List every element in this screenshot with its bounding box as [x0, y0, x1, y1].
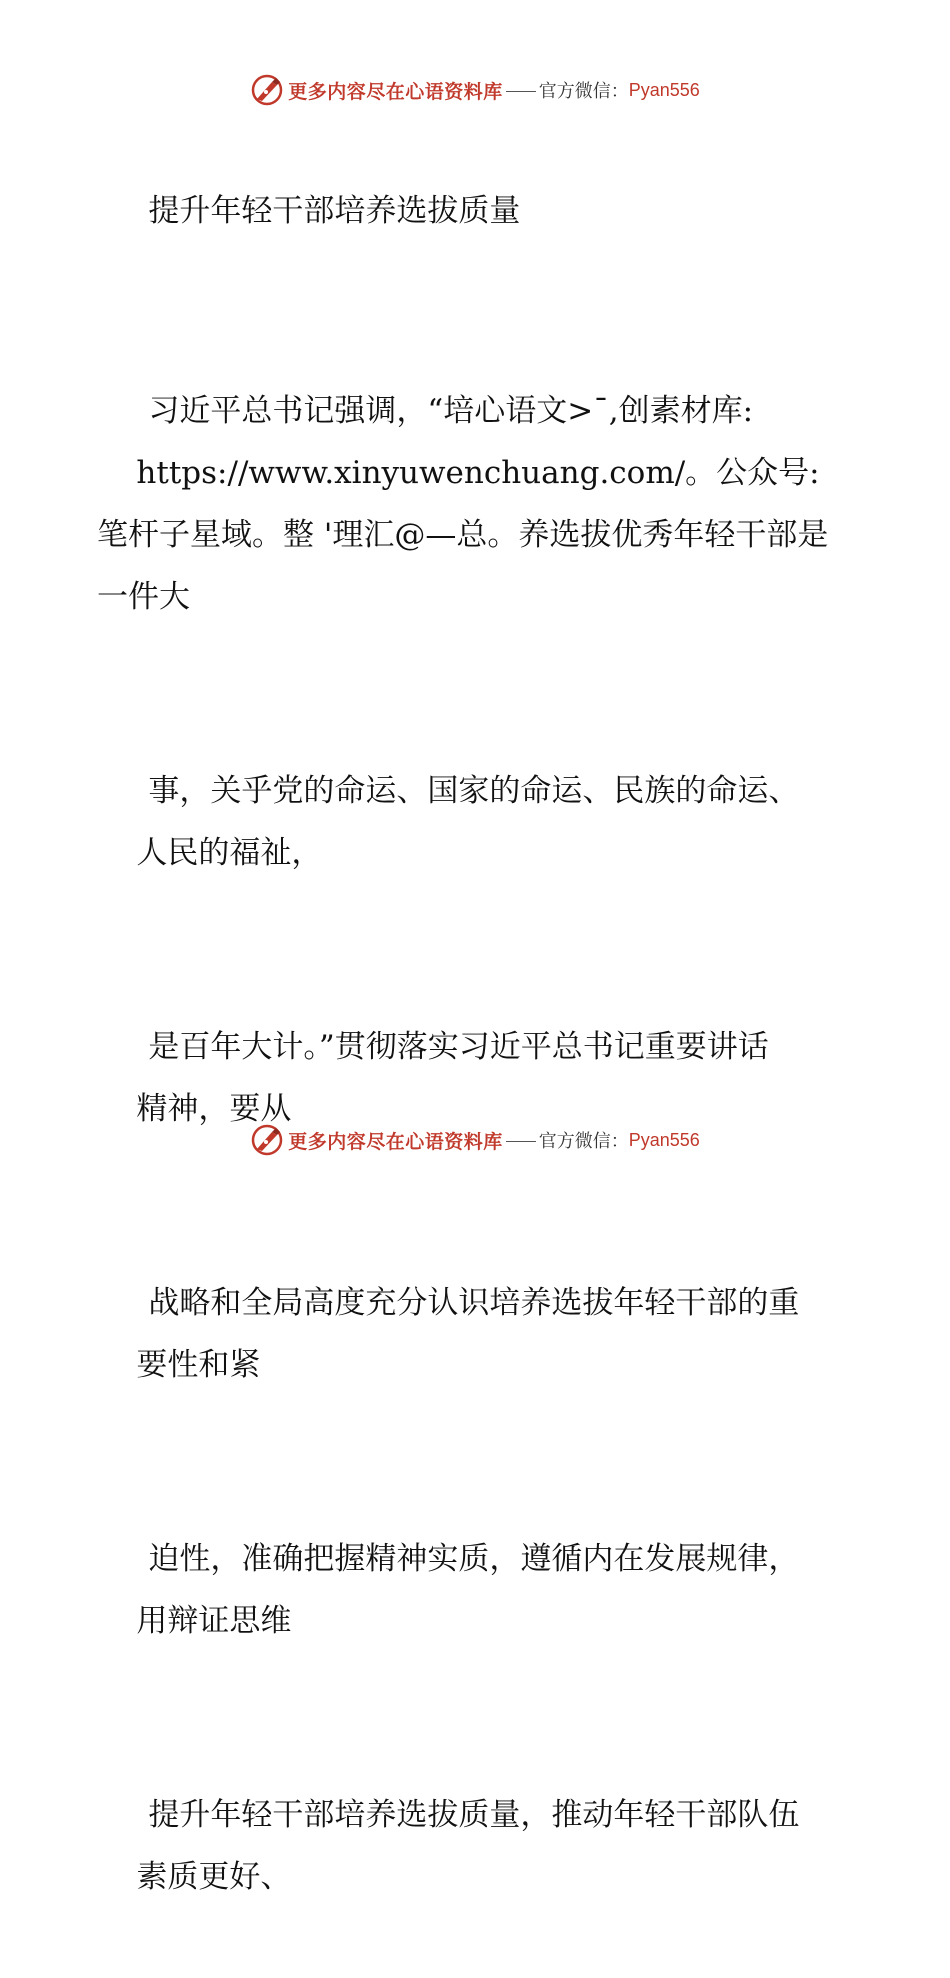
document-title: 提升年轻干部培养选拔质量 — [148, 193, 521, 229]
pen-nib-logo-icon — [250, 73, 284, 107]
wechat-label: 官方微信： — [538, 1131, 629, 1152]
banner-divider — [506, 91, 536, 92]
banner-divider — [506, 1141, 536, 1142]
document-body — [97, 118, 857, 1978]
paragraph: 战略和全局高度充分认识培养选拔年轻干部的重 要性和紧 — [136, 1285, 800, 1383]
wechat-id: Pyan556 — [628, 1129, 700, 1150]
paragraph: 事，关乎党的命运、国家的命运、民族的命运、 人民的福祉， — [136, 773, 800, 871]
header-banner — [0, 70, 950, 110]
banner-text: 更多内容尽在心语资料库 — [288, 80, 503, 103]
paragraph: 是百年大计。”贯彻落实习近平总书记重要讲话 精神，要从 — [136, 1029, 769, 1127]
wechat-label: 官方微信： — [538, 81, 629, 102]
paragraph: 提升年轻干部培养选拔质量，推动年轻干部队伍 素质更好、 — [136, 1797, 800, 1895]
wechat-id: Pyan556 — [628, 79, 700, 100]
paragraph: 迫性，准确把握精神实质，遵循内在发展规律， 用辩证思维 — [136, 1541, 800, 1639]
banner-text: 更多内容尽在心语资料库 — [288, 1130, 503, 1153]
paragraph: 习近平总书记强调，“培心语文>¯,创素材库: https://www.xinyuwenchuang.com/。公众号: 笔杆子星域。整 '理汇@—总。养选拔优秀年轻干部是一件大 — [97, 393, 830, 615]
pen-nib-logo-icon — [250, 1123, 284, 1157]
footer-banner — [0, 1120, 950, 1160]
